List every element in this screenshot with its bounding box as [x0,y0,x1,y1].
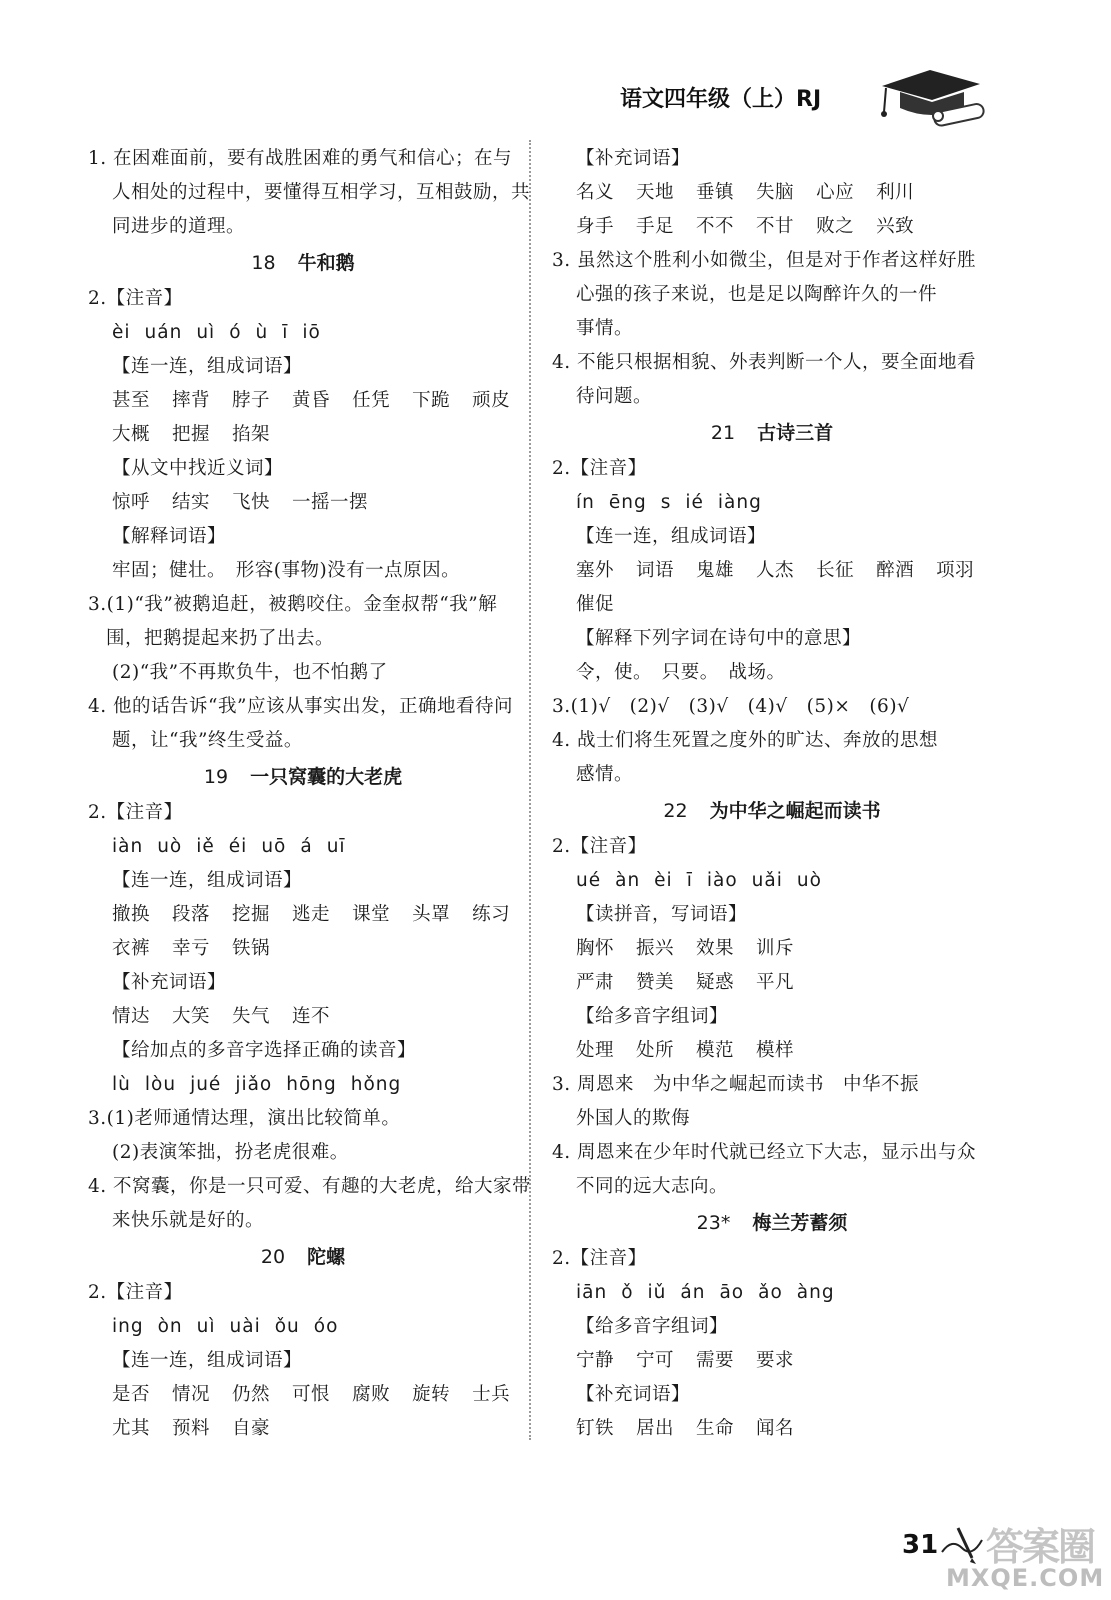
pinyin-item: lòu [144,1074,177,1095]
word-item: 生命 [696,1418,735,1439]
word-item: 大笑 [172,1006,211,1027]
word-item: 挖掘 [232,904,271,925]
word-item: 宁可 [636,1350,675,1371]
pinyin-list [552,486,992,520]
answer-line: 不同的远大志向。 [576,1176,729,1197]
word-item: 课堂 [352,904,391,925]
word-item: 逃走 [292,904,331,925]
word-item: 掐架 [232,424,271,445]
word-item: 模样 [756,1040,795,1061]
pinyin-item: iàng [717,492,762,513]
word-item: 不甘 [756,216,795,237]
lesson-title [88,1238,518,1276]
word-item: 把握 [172,424,211,445]
lesson-number: 18 [251,252,276,274]
pinyin-item: ín [576,492,595,513]
lesson-number: 20 [260,1246,286,1268]
pinyin-item: uán [144,322,183,343]
word-item: 旋转 [412,1384,451,1405]
word-item: 士兵 [472,1384,511,1405]
word-item: 连不 [292,1006,331,1027]
word-item: 疑惑 [696,972,735,993]
pinyin-list [88,1310,518,1344]
word-list [552,176,992,210]
word-item: 严肃 [576,972,615,993]
pinyin-item: uài [229,1316,261,1337]
answer-line: 4. 不能只根据相貌、外表判断一个人，要全面地看 [552,352,977,373]
word-item: 失气 [232,1006,271,1027]
answer-line: 【连一连，组成词语】 [112,1350,303,1371]
word-item: 赞美 [636,972,675,993]
pinyin-item: uò [796,870,822,891]
word-item: 鬼雄 [696,560,735,581]
pinyin-list [552,1276,992,1310]
answer-line: 3.(1)“我”被鹅追赶，被鹅咬住。金奎叔帮“我”解 [88,594,498,615]
answer-line: 2.【注音】 [88,1282,183,1303]
pinyin-item: ó [229,322,242,343]
lesson-number: 21 [710,422,736,444]
word-item: 腐败 [352,1384,391,1405]
pinyin-item: ēng [608,492,647,513]
pinyin-item: á [300,836,313,857]
right-column [552,142,992,1446]
word-list [88,932,518,966]
word-item: 需要 [696,1350,735,1371]
lesson-title [88,244,518,282]
word-item: 铁锅 [232,938,271,959]
word-list [88,1000,518,1034]
word-list [88,1378,518,1412]
answer-line: 3. 周恩来 为中华之崛起而读书 中华不振 [552,1074,920,1095]
word-item: 垂镇 [696,182,735,203]
word-list [552,210,992,244]
word-item: 平凡 [756,972,795,993]
word-item: 人杰 [756,560,795,581]
pinyin-item: ī [282,322,289,343]
answer-line: 人相处的过程中，要懂得互相学习，互相鼓励，共 [112,182,531,203]
lesson-title [88,758,518,796]
word-item: 词语 [636,560,675,581]
pinyin-item: uì [196,1316,216,1337]
pinyin-item: iō [302,322,321,343]
word-list [88,898,518,932]
pinyin-item: ǎo [758,1282,783,1303]
answer-line: 外国人的欺侮 [576,1108,691,1129]
pinyin-item: èi [112,322,131,343]
word-item: 飞快 [232,492,271,513]
word-item: 一摇一摆 [292,492,369,513]
word-item: 任凭 [352,390,391,411]
answer-line: 2.【注音】 [552,836,647,857]
lesson-name: 陀螺 [307,1246,346,1268]
watermark [946,1516,1106,1596]
word-item: 黄昏 [292,390,331,411]
book-header-title: 语文四年级（上）RJ [620,87,822,112]
pinyin-item: óo [313,1316,339,1337]
word-item: 效果 [696,938,735,959]
graduation-cap-icon [872,64,992,134]
word-item: 甚至 [112,390,151,411]
word-item: 模范 [696,1040,735,1061]
pinyin-list [88,1068,518,1102]
word-item: 情达 [112,1006,151,1027]
word-item: 项羽 [936,560,975,581]
word-item: 练习 [472,904,511,925]
word-item: 情况 [172,1384,211,1405]
pinyin-item: ué [576,870,602,891]
word-item: 手足 [636,216,675,237]
pinyin-item: jiǎo [235,1074,273,1095]
word-item: 摔背 [172,390,211,411]
word-item: 训斥 [756,938,795,959]
answer-line: (2)“我”不再欺负牛，也不怕鹅了 [112,662,388,683]
answer-line: 【连一连，组成词语】 [576,526,767,547]
word-list [88,486,518,520]
lesson-name: 牛和鹅 [297,252,355,274]
pinyin-item: òn [157,1316,183,1337]
answer-line: 2.【注音】 [88,802,183,823]
answer-line: 2.【注音】 [552,458,647,479]
answer-line: 4. 战士们将生死置之度外的旷达、奔放的思想 [552,730,939,751]
word-item: 下跪 [412,390,451,411]
word-item: 幸亏 [172,938,211,959]
pinyin-item: iǔ [647,1282,667,1303]
word-list [552,588,992,622]
pinyin-list [552,864,992,898]
page-number: 31 [902,1530,939,1560]
lesson-title [552,792,992,830]
answer-line: (2)表演笨拙，扮老虎很难。 [112,1142,349,1163]
pinyin-item: ù [255,322,269,343]
pinyin-item: iān [576,1282,608,1303]
word-item: 处理 [576,1040,615,1061]
pinyin-item: iàn [112,836,144,857]
word-item: 尤其 [112,1418,151,1439]
answer-line: 【给多音字组词】 [576,1316,729,1337]
answer-line: 【从文中找近义词】 [112,458,284,479]
pinyin-item: uò [157,836,183,857]
pinyin-item: àng [796,1282,835,1303]
word-item: 居出 [636,1418,675,1439]
word-item: 塞外 [576,560,615,581]
pencil-icon [936,1518,986,1568]
answer-line: 4. 他的话告诉“我”应该从事实出发，正确地看待问 [88,696,513,717]
watermark-logo-text: 答案圈 [986,1525,1095,1569]
answer-line: 【连一连，组成词语】 [112,356,303,377]
pinyin-item: uǎi [751,870,783,891]
word-item: 宁静 [576,1350,615,1371]
word-item: 顽皮 [472,390,511,411]
answer-line: 同进步的道理。 [112,216,246,237]
pinyin-item: ié [685,492,704,513]
word-item: 钉铁 [576,1418,615,1439]
lesson-title [552,414,992,452]
pinyin-item: án [680,1282,706,1303]
answer-line: 围，把鹅提起来扔了出去。 [106,628,335,649]
pinyin-item: éi [228,836,248,857]
pinyin-list [88,830,518,864]
pinyin-list [88,316,518,350]
lesson-name: 为中华之崛起而读书 [709,800,881,822]
word-item: 利川 [876,182,915,203]
answer-line: 【连一连，组成词语】 [112,870,303,891]
watermark-url: MXQE.COM [946,1564,1105,1592]
answer-line: 【解释下列字词在诗句中的意思】 [576,628,862,649]
pinyin-item: àn [615,870,641,891]
answer-line: 感情。 [576,764,634,785]
word-item: 兴致 [876,216,915,237]
word-item: 败之 [816,216,855,237]
lesson-name: 古诗三首 [757,422,834,444]
word-item: 大概 [112,424,151,445]
pinyin-item: lù [112,1074,131,1095]
lesson-name: 一只窝囊的大老虎 [250,766,403,788]
answer-line: 2.【注音】 [552,1248,647,1269]
word-item: 惊呼 [112,492,151,513]
word-list [552,1344,992,1378]
left-column [88,142,532,1446]
answer-line: 【给多音字组词】 [576,1006,729,1027]
word-item: 自豪 [232,1418,271,1439]
word-item: 长征 [816,560,855,581]
word-item: 仍然 [232,1384,271,1405]
word-item: 预料 [172,1418,211,1439]
answer-line: 心强的孩子来说，也是足以陶醉许久的一件 [576,284,938,305]
word-item: 闻名 [756,1418,795,1439]
pinyin-item: uì [196,322,216,343]
word-item: 失脑 [756,182,795,203]
word-list [552,1034,992,1068]
word-item: 段落 [172,904,211,925]
lesson-number: 19 [203,766,229,788]
lesson-number: 22 [663,800,688,822]
answer-line: 3.(1)老师通情达理，演出比较简单。 [88,1108,401,1129]
word-item: 名义 [576,182,615,203]
word-item: 处所 [636,1040,675,1061]
pinyin-item: ǒu [274,1316,300,1337]
pinyin-item: ī [686,870,693,891]
answer-line: 令，使。 只要。 战场。 [576,662,786,683]
word-list [552,966,992,1000]
column-divider [529,140,531,1440]
word-item: 天地 [636,182,675,203]
word-item: 头罩 [412,904,451,925]
answer-line: 4. 周恩来在少年时代就已经立下大志，显示出与众 [552,1142,977,1163]
answer-line: 待问题。 [576,386,653,407]
word-list [88,418,518,452]
word-item: 要求 [756,1350,795,1371]
pinyin-item: èi [654,870,673,891]
answer-line: 牢固；健壮。 形容(事物)没有一点原因。 [112,560,461,581]
answer-line: 2.【注音】 [88,288,183,309]
pinyin-item: iě [196,836,215,857]
pinyin-item: hōng [286,1074,337,1095]
pinyin-item: uō [261,836,287,857]
answer-line: 3. 虽然这个胜利小如微尘，但是对于作者这样好胜 [552,250,977,271]
word-item: 脖子 [232,390,271,411]
word-item: 衣裤 [112,938,151,959]
word-item: 结实 [172,492,211,513]
word-item: 不不 [696,216,735,237]
word-list [88,384,518,418]
answer-line: 题，让“我”终生受益。 [112,730,303,751]
answer-line: 【解释词语】 [112,526,227,547]
answer-line: 事情。 [576,318,634,339]
lesson-title [552,1204,992,1242]
pinyin-item: āo [719,1282,745,1303]
word-item: 可恨 [292,1384,331,1405]
pinyin-item: uī [326,836,346,857]
answer-line: 【读拼音，写词语】 [576,904,748,925]
word-item: 催促 [576,594,615,615]
word-list [552,932,992,966]
word-item: 振兴 [636,938,675,959]
pinyin-item: s [660,492,672,513]
answer-line: 【给加点的多音字选择正确的读音】 [112,1040,417,1061]
word-list [552,554,992,588]
lesson-number: 23* [696,1212,731,1234]
answer-line: 4. 不窝囊，你是一只可爱、有趣的大老虎，给大家带 [88,1176,532,1197]
pinyin-item: iào [706,870,738,891]
answer-line: 【补充词语】 [112,972,227,993]
answer-line: 1. 在困难面前，要有战胜困难的勇气和信心；在与 [88,148,513,169]
word-item: 撤换 [112,904,151,925]
answer-line: 来快乐就是好的。 [112,1210,265,1231]
pinyin-item: ing [112,1316,144,1337]
lesson-name: 梅兰芳蓄须 [752,1212,848,1234]
answer-line: 【补充词语】 [576,148,691,169]
pinyin-item: hǒng [350,1074,402,1095]
word-item: 身手 [576,216,615,237]
word-item: 是否 [112,1384,151,1405]
word-item: 心应 [816,182,855,203]
word-list [88,1412,518,1446]
pinyin-item: ǒ [621,1282,634,1303]
pinyin-item: jué [190,1074,222,1095]
word-item: 胸怀 [576,938,615,959]
word-item: 醉酒 [876,560,915,581]
answer-line: 3.(1)√ (2)√ (3)√ (4)√ (5)× (6)√ [552,696,910,717]
answer-line: 【补充词语】 [576,1384,691,1405]
word-list [552,1412,992,1446]
